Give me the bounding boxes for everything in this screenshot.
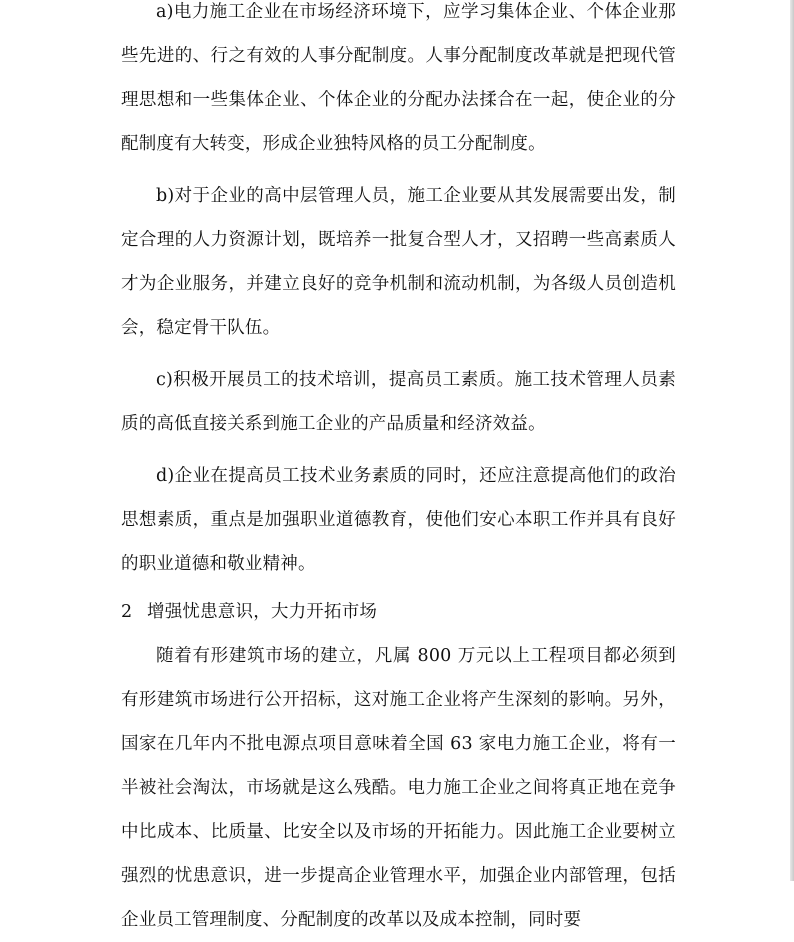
section-heading — [121, 590, 676, 634]
paragraph-d: d)企业在提高员工技术业务素质的同时，还应注意提高他们的政治思想素质，重点是加强职业道德教育，使他们安心本职工作并具有良好的职业道德和敬业精神。 — [121, 466, 676, 574]
section-number: 2 — [121, 602, 133, 622]
paragraph-c: c)积极开展员工的技术培训，提高员工素质。施工技术管理人员素质的高低直接关系到施工企业的产品质量和经济效益。 — [121, 370, 676, 434]
paragraph-b: b)对于企业的高中层管理人员，施工企业要从其发展需要出发，制定合理的人力资源计划，既培养一批复合型人才，又招聘一些高素质人才为企业服务，并建立良好的竞争机制和流动机制，为各级人员创造机会，稳定骨干队伍。 — [121, 186, 676, 338]
paragraph-body: 随着有形建筑市场的建立，凡属 800 万元以上工程项目都必须到有形建筑市场进行公开招标，这对施工企业将产生深刻的影响。另外，国家在几年内不批电源点项目意味着全国 63 家电力施工企业，将有一半被社会淘汰，市场就是这么残酷。电力施工企业之间将真正地在竞争中比成本、比质量、比安全以及市场的开拓能力。因此施工企业要树立强烈的忧患意识，进一步提高企业管理水平，加强企业内部管理，包括企业员工管理制度、分配制度的改革以及成本控制，同时要 — [121, 646, 676, 930]
document-body — [121, 0, 676, 942]
paragraph-a: a)电力施工企业在市场经济环境下，应学习集体企业、个体企业那些先进的、行之有效的人事分配制度。人事分配制度改革就是把现代管理思想和一些集体企业、个体企业的分配办法揉合在一起，使企业的分配制度有大转变，形成企业独特风格的员工分配制度。 — [121, 2, 676, 154]
page-edge-shadow — [790, 0, 794, 881]
section-title: 增强忧患意识，大力开拓市场 — [147, 602, 378, 622]
